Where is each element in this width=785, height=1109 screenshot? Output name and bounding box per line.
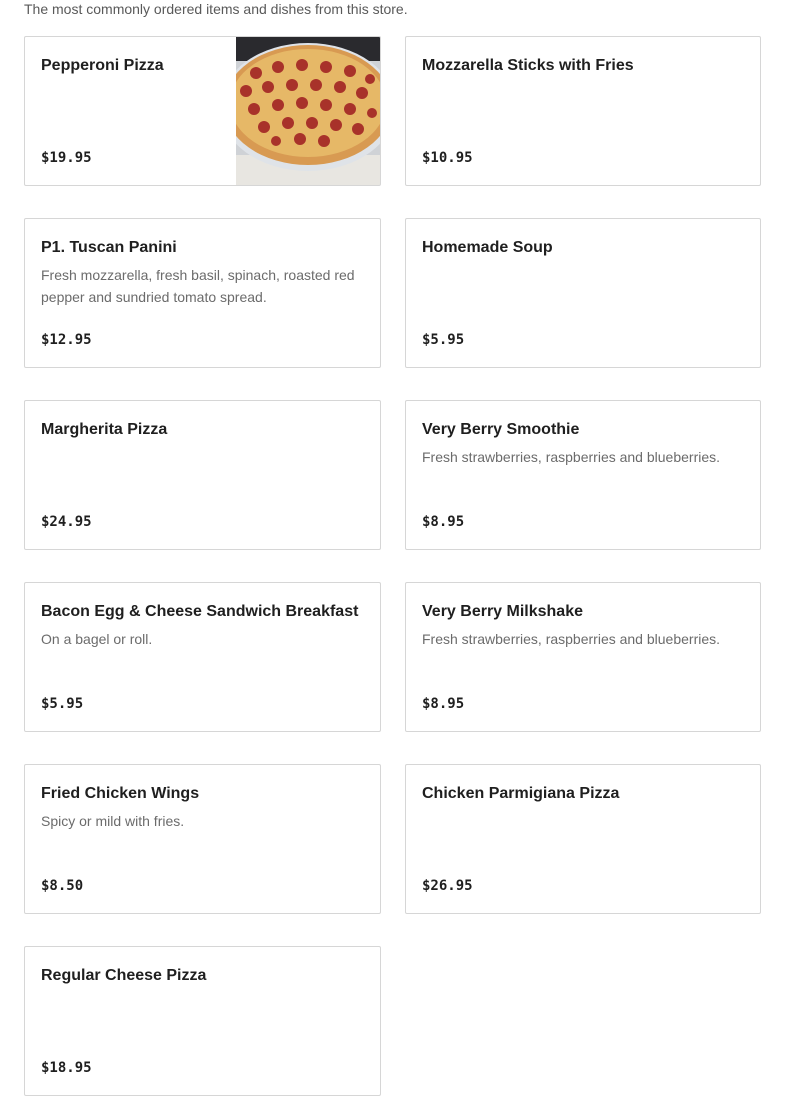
menu-item-name: Bacon Egg & Cheese Sandwich Breakfast <box>41 603 359 620</box>
menu-item-name: Chicken Parmigiana Pizza <box>422 785 620 802</box>
menu-item-price: $12.95 <box>41 332 92 348</box>
menu-item-card[interactable] <box>405 764 761 914</box>
menu-item-description: Fresh strawberries, raspberries and blueberries. <box>422 631 721 647</box>
menu-item-price: $5.95 <box>422 332 465 348</box>
menu-item-description: Spicy or mild with fries. <box>41 813 185 829</box>
menu-item-card[interactable] <box>405 400 761 550</box>
menu-item-price: $10.95 <box>422 150 473 166</box>
menu-item-card[interactable] <box>24 582 381 732</box>
menu-item-name: P1. Tuscan Panini <box>41 239 177 256</box>
menu-item-card[interactable] <box>24 218 381 368</box>
menu-item-card[interactable] <box>24 36 381 186</box>
menu-item-name: Very Berry Milkshake <box>422 603 583 620</box>
menu-item-price: $8.95 <box>422 696 465 712</box>
menu-item-card[interactable] <box>405 218 761 368</box>
menu-item-price: $26.95 <box>422 878 473 894</box>
menu-item-card[interactable] <box>405 582 761 732</box>
menu-item-price: $8.50 <box>41 878 84 894</box>
menu-item-price: $24.95 <box>41 514 92 530</box>
menu-item-price: $19.95 <box>41 150 92 166</box>
menu-item-name: Mozzarella Sticks with Fries <box>422 57 634 74</box>
section-subtitle: The most commonly ordered items and dishes from this store. <box>24 1 408 17</box>
menu-item-name: Homemade Soup <box>422 239 553 256</box>
menu-item-card[interactable] <box>405 36 761 186</box>
menu-item-name: Very Berry Smoothie <box>422 421 580 438</box>
menu-item-price: $8.95 <box>422 514 465 530</box>
menu-item-description: Fresh strawberries, raspberries and blueberries. <box>422 449 721 465</box>
menu-item-price: $18.95 <box>41 1060 92 1076</box>
menu-item-card[interactable] <box>24 400 381 550</box>
menu-item-name: Fried Chicken Wings <box>41 785 200 802</box>
menu-item-name: Pepperoni Pizza <box>41 57 164 74</box>
menu-item-description: On a bagel or roll. <box>41 631 153 647</box>
popular-items-grid <box>24 36 761 1096</box>
pepperoni-pizza-photo <box>236 37 380 185</box>
menu-item-card[interactable] <box>24 946 381 1096</box>
menu-item-card[interactable] <box>24 764 381 914</box>
menu-item-description: Fresh mozzarella, fresh basil, spinach, roasted red pepper and sundried tomato spread. <box>41 267 355 305</box>
menu-item-name: Margherita Pizza <box>41 421 168 438</box>
menu-item-name: Regular Cheese Pizza <box>41 967 207 984</box>
menu-item-price: $5.95 <box>41 696 84 712</box>
